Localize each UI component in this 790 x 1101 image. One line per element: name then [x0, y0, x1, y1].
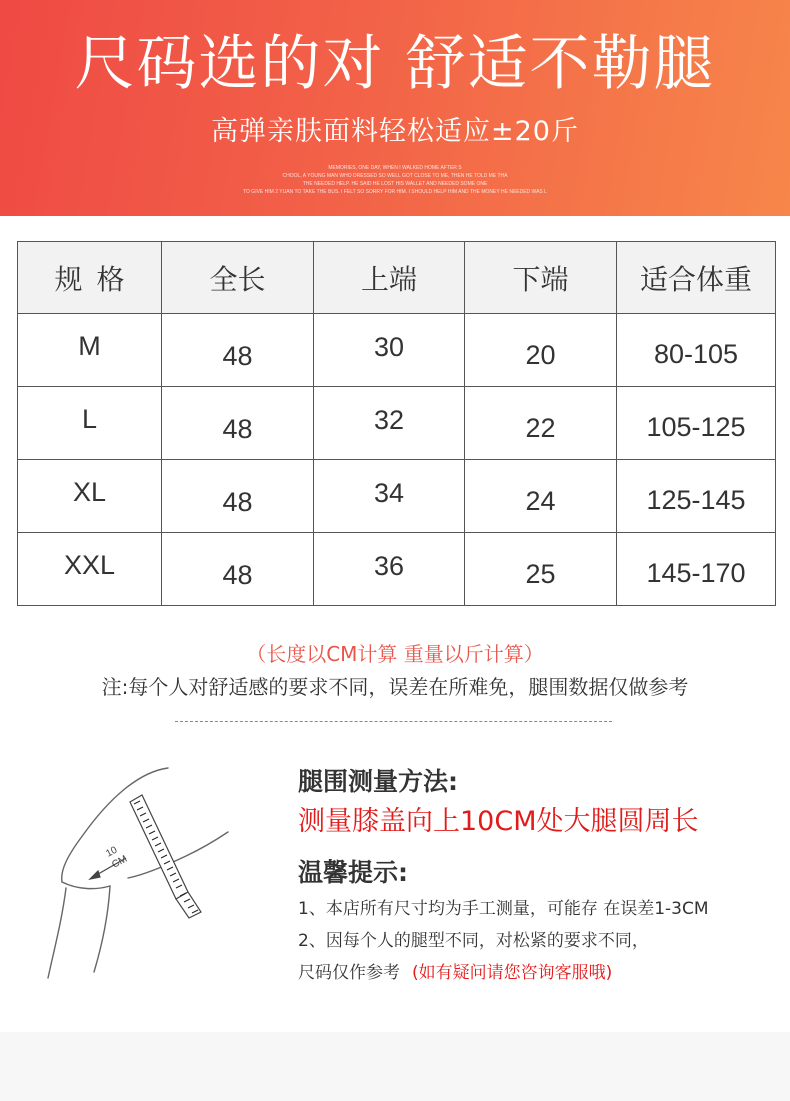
cell-length: 48	[162, 314, 314, 387]
banner-title: 尺码选的对 舒适不勒腿	[74, 29, 716, 99]
hero-banner	[0, 0, 790, 216]
cell-size: L	[18, 387, 162, 460]
method-description: 测量膝盖向上10CM处大腿圆周长	[298, 806, 699, 837]
cell-top: 32	[314, 387, 465, 460]
table-header-row	[18, 242, 776, 314]
table-row	[18, 460, 776, 533]
tip-item-2: 2、因每个人的腿型不同，对松紧的要求不同，	[298, 931, 649, 951]
consult-service-note: (如有疑问请您咨询客服哦)	[412, 963, 613, 983]
fine-print-line: TO GIVE HIM 2 YUAN TO TAKE THE BUS. I FELT SO SORRY FOR HIM. I SHOULD HELP HIM AND THE MONEY HE NEEDED WAS L	[243, 189, 547, 195]
header-top: 上端	[314, 242, 465, 314]
cell-length: 48	[162, 460, 314, 533]
cell-bottom: 24	[465, 460, 617, 533]
cell-size: XL	[18, 460, 162, 533]
illustration-label-top: 10	[104, 844, 120, 860]
thigh-measurement-illustration	[38, 760, 258, 985]
banner-subtitle: 高弹亲肤面料轻松适应±20斤	[211, 116, 579, 147]
cell-weight: 145-170	[617, 533, 776, 606]
header-bottom: 下端	[465, 242, 617, 314]
unit-note: （长度以CM计算 重量以斤计算）	[246, 642, 544, 666]
header-size: 规格	[18, 242, 162, 314]
tips-title: 温馨提示:	[298, 858, 408, 887]
fine-print-line: MEMORIES, ONE DAY, WHEN I WALKED HOME AFTER S	[328, 165, 462, 171]
cell-size: M	[18, 314, 162, 387]
tip-item-3-text: 尺码仅作参考	[298, 963, 400, 983]
cell-length: 48	[162, 387, 314, 460]
cell-top: 34	[314, 460, 465, 533]
header-length: 全长	[162, 242, 314, 314]
table-row	[18, 533, 776, 606]
cell-top: 36	[314, 533, 465, 606]
cell-bottom: 25	[465, 533, 617, 606]
divider	[175, 721, 612, 722]
table-row	[18, 314, 776, 387]
cell-top: 30	[314, 314, 465, 387]
method-title: 腿围测量方法:	[298, 767, 458, 796]
size-chart-table	[17, 241, 776, 606]
fine-print-line: CHOOL, A YOUNG MAN WHO DRESSED SO WELL GOT CLOSE TO ME, THEN HE TOLD ME THA	[282, 173, 508, 179]
illustration-label-bottom: CM	[110, 853, 130, 871]
cell-bottom: 20	[465, 314, 617, 387]
measurement-disclaimer: 注:每个人对舒适感的要求不同，误差在所难免，腿围数据仅做参考	[101, 675, 689, 699]
tip-item-3	[298, 960, 612, 986]
cell-size: XXL	[18, 533, 162, 606]
measuring-tape-icon	[130, 795, 201, 918]
banner-fine-print	[0, 164, 790, 196]
footer-band	[0, 1032, 790, 1101]
cell-length: 48	[162, 533, 314, 606]
cell-weight: 125-145	[617, 460, 776, 533]
cell-weight: 80-105	[617, 314, 776, 387]
fine-print-line: THE NEEDED HELP. HE SAID HE LOST HIS WALLET AND NEEDED SOME ONE	[302, 181, 488, 187]
cell-weight: 105-125	[617, 387, 776, 460]
cell-bottom: 22	[465, 387, 617, 460]
tip-item-1: 1、本店所有尺寸均为手工测量，可能存 在误差1-3CM	[298, 899, 709, 919]
header-weight: 适合体重	[617, 242, 776, 314]
table-row	[18, 387, 776, 460]
